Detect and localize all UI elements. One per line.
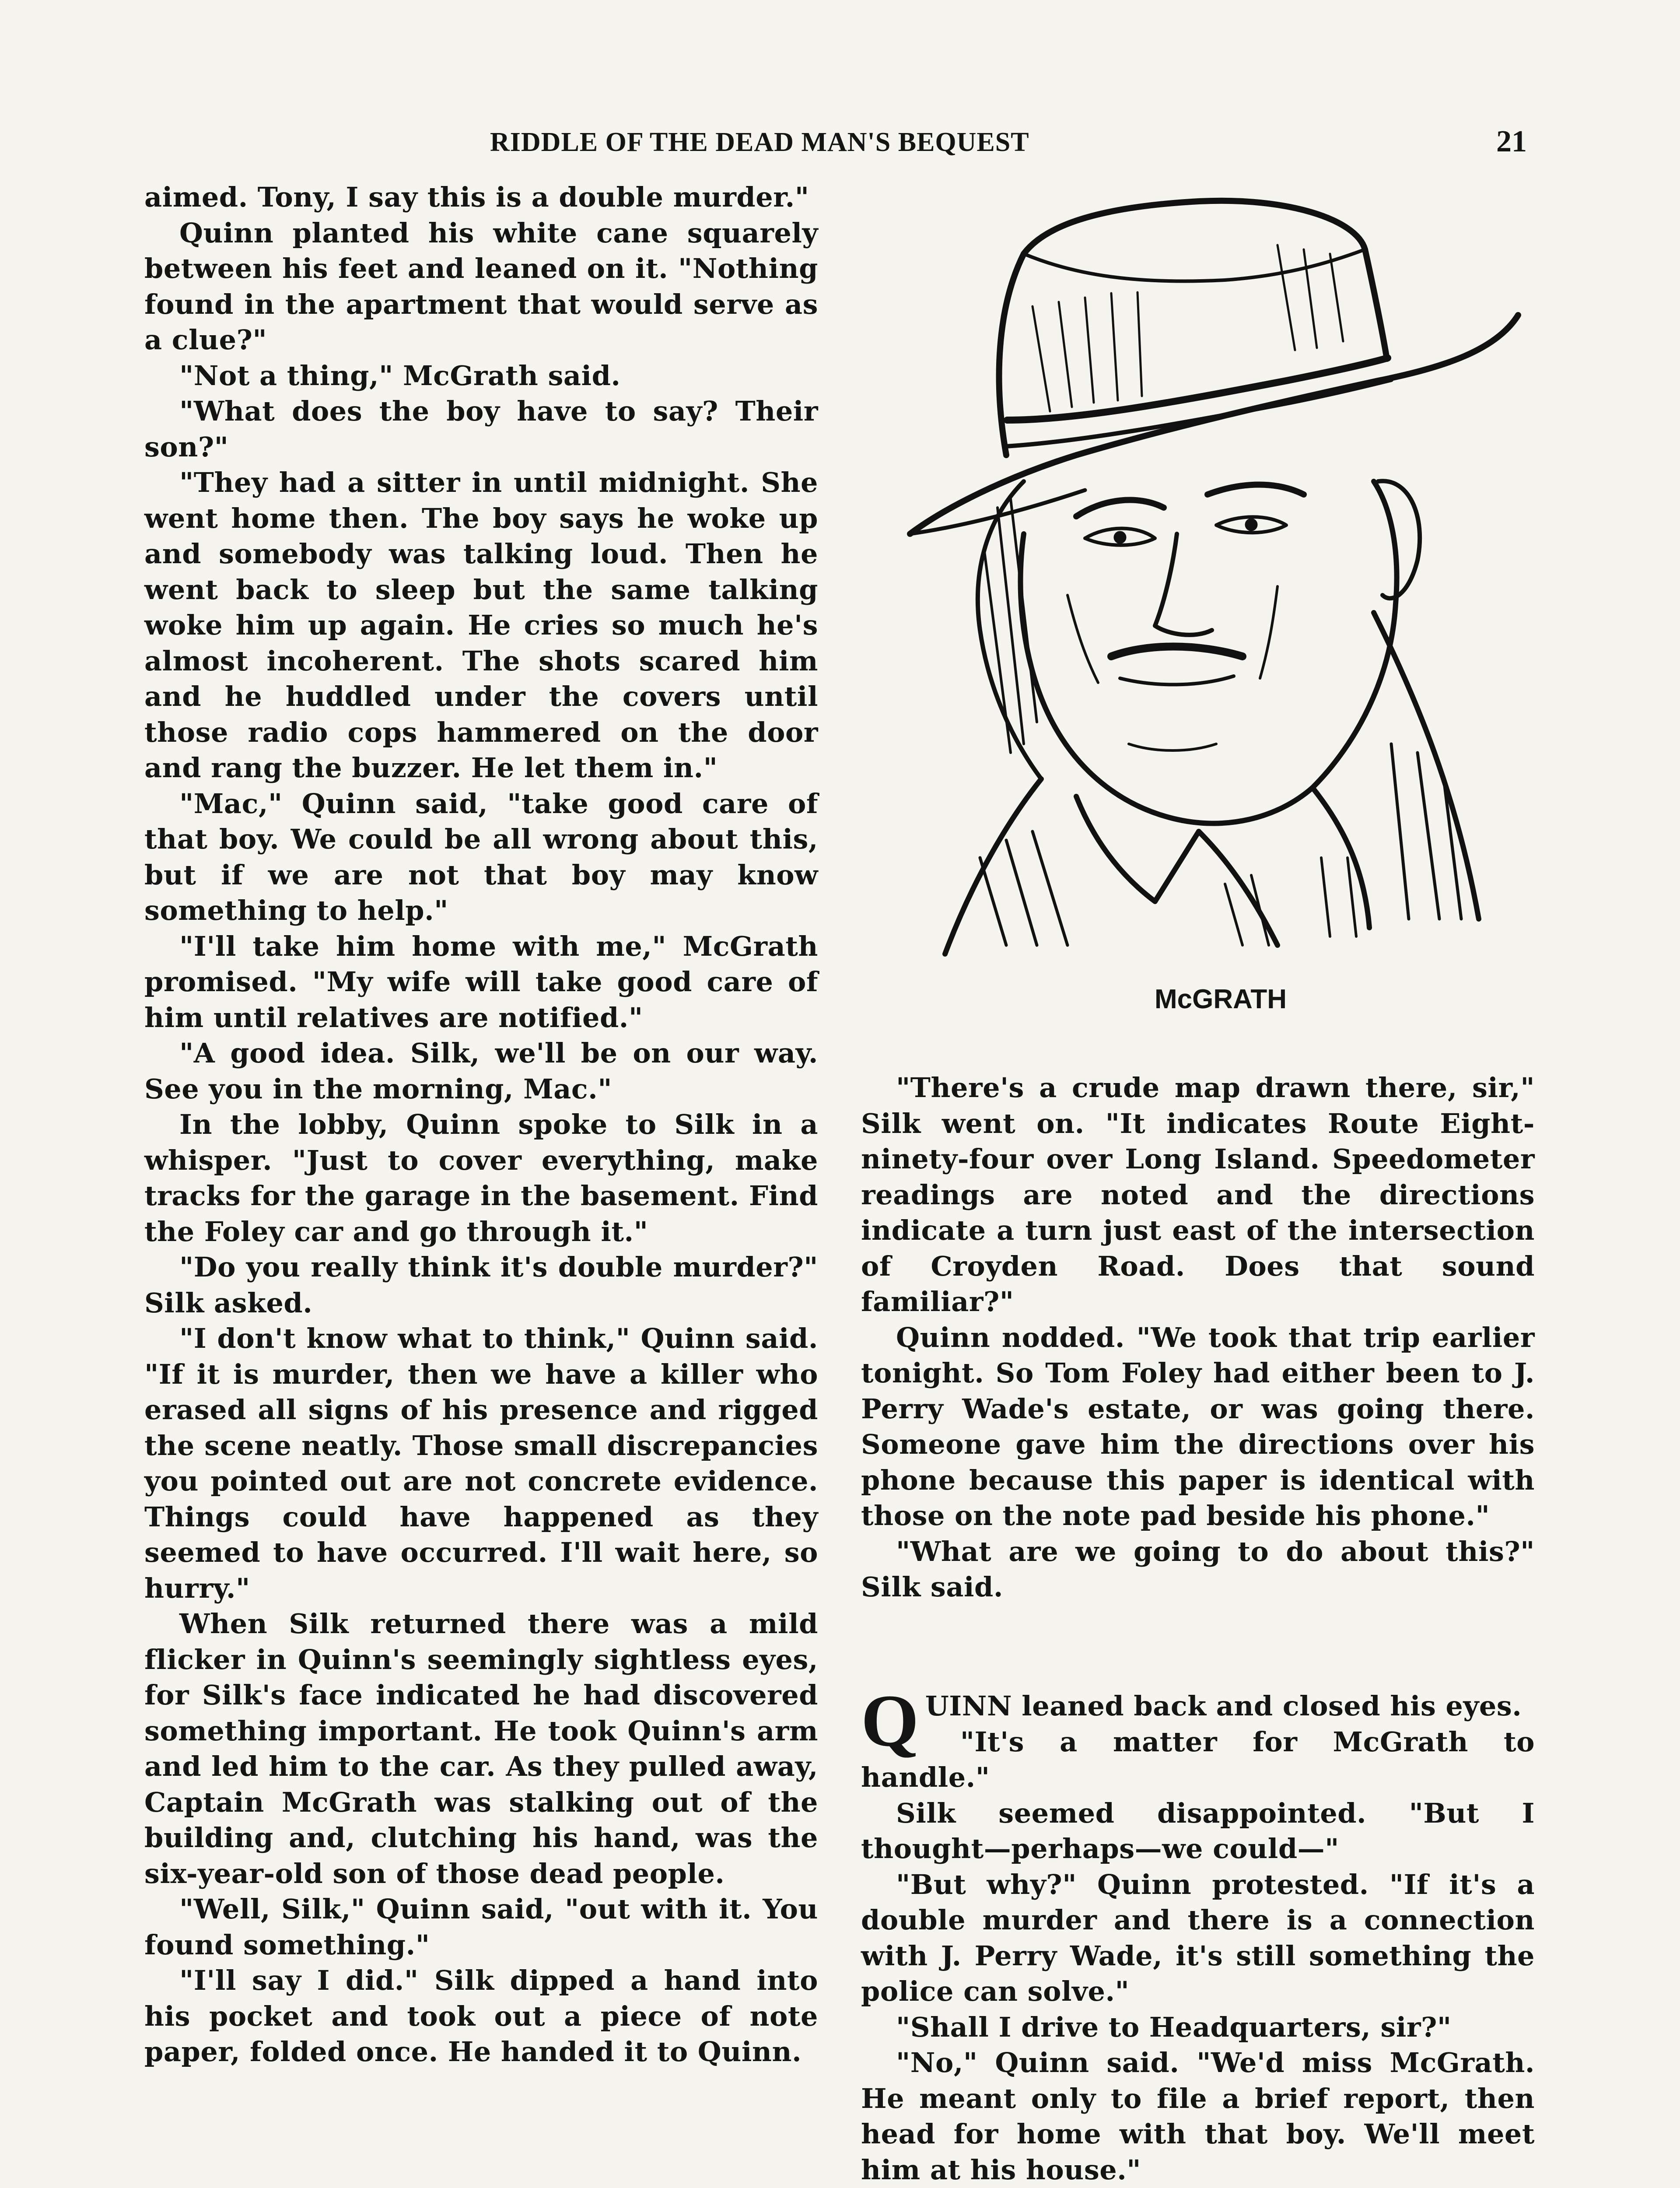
paragraph: "There's a crude map drawn there, sir," Silk went on. "It indicates Route Eight-ninety-four over Long Island. Speedometer readings are noted and the directions indicate a turn just east of the intersection of Croyden Road. Does that sound familiar?" — [861, 1072, 1535, 1318]
paragraph: "No," Quinn said. "We'd miss McGrath. He meant only to file a brief report, then head for home with that boy. We'll meet him at his house." — [861, 2047, 1535, 2186]
illustration-caption: McGRATH — [1155, 984, 1287, 1014]
paragraph: "A good idea. Silk, we'll be on our way. See you in the morning, Mac." — [144, 1037, 818, 1105]
paragraph: In the lobby, Quinn spoke to Silk in a whisper. "Just to cover everything, make tracks for the garage in the basement. Find the Foley car and go through it." — [144, 1108, 818, 1248]
left-text-column — [144, 179, 818, 2070]
paragraph: "I don't know what to think," Quinn said. "If it is murder, then we have a killer who erased all signs of his presence and rigged the scene neatly. Those small discrepancies you pointed out are not concrete evidence. Things could have happened as they seemed to have occurred. I'll wait here, so hurry." — [144, 1322, 818, 1604]
paragraph: Quinn nodded. "We took that trip earlier tonight. So Tom Foley had either been to J. Perry Wade's estate, or was going there. Someone gave him the directions over his phone because this paper is identical with those on the note pad beside his phone." — [861, 1321, 1535, 1532]
right-text-column-bottom — [861, 1680, 1535, 2188]
drop-cap-letter: Q — [861, 1680, 919, 1762]
page-number: 21 — [1496, 125, 1527, 158]
paragraph: "What are we going to do about this?" Silk said. — [861, 1535, 1535, 1603]
paragraph: When Silk returned there was a mild flicker in Quinn's seemingly sightless eyes, for Silk's face indicated he had discovered something important. He took Quinn's arm and led him to the car. As they pulled away, Captain McGrath was stalking out of the building and, clutching his hand, was the six-year-old son of those dead people. — [144, 1608, 818, 1890]
right-text-column-top — [861, 1070, 1535, 1605]
paragraph: "It's a matter for McGrath to handle." — [861, 1725, 1535, 1793]
paragraph: "What does the boy have to say? Their son?" — [144, 395, 818, 463]
paragraph: "Mac," Quinn said, "take good care of that boy. We could be all wrong about this, but if we are not that boy may know something to help." — [144, 787, 818, 926]
paragraph: aimed. Tony, I say this is a double murder." — [144, 181, 809, 213]
paragraph: "They had a sitter in until midnight. She went home then. The boy says he woke up and somebody was talking loud. Then he went back to sleep but the same talking woke him up again. He cries so much he's almost incoherent. The shots scared him and he huddled under the covers until those radio cops hammered on the door and rang the buzzer. He let them in." — [144, 466, 818, 784]
paragraph: "Well, Silk," Quinn said, "out with it. You found something." — [144, 1893, 818, 1961]
dropcap-paragraph-text: UINN leaned back and closed his eyes. — [925, 1690, 1522, 1722]
mcgrath-portrait-illustration — [892, 175, 1522, 971]
paragraph: "But why?" Quinn protested. "If it's a double murder and there is a connection with J. Perry Wade, it's still something the police can solve." — [861, 1868, 1535, 2007]
paragraph: "Shall I drive to Headquarters, sir?" — [896, 2011, 1452, 2043]
paragraph: "I'll take him home with me," McGrath promised. "My wife will take good care of him until relatives are notified." — [144, 930, 818, 1034]
running-title: RIDDLE OF THE DEAD MAN'S BEQUEST — [490, 127, 1029, 157]
paragraph: Quinn planted his white cane squarely between his feet and leaned on it. "Nothing found in the apartment that would serve as a clue?" — [144, 217, 818, 356]
paragraph: "I'll say I did." Silk dipped a hand into his pocket and took out a piece of note paper, folded once. He handed it to Quinn. — [144, 1964, 818, 2068]
paragraph: "Not a thing," McGrath said. — [179, 359, 621, 392]
paragraph: Silk seemed disappointed. "But I thought—perhaps—we could—" — [861, 1797, 1535, 1865]
paragraph: "Do you really think it's double murder?" Silk asked. — [144, 1251, 818, 1319]
